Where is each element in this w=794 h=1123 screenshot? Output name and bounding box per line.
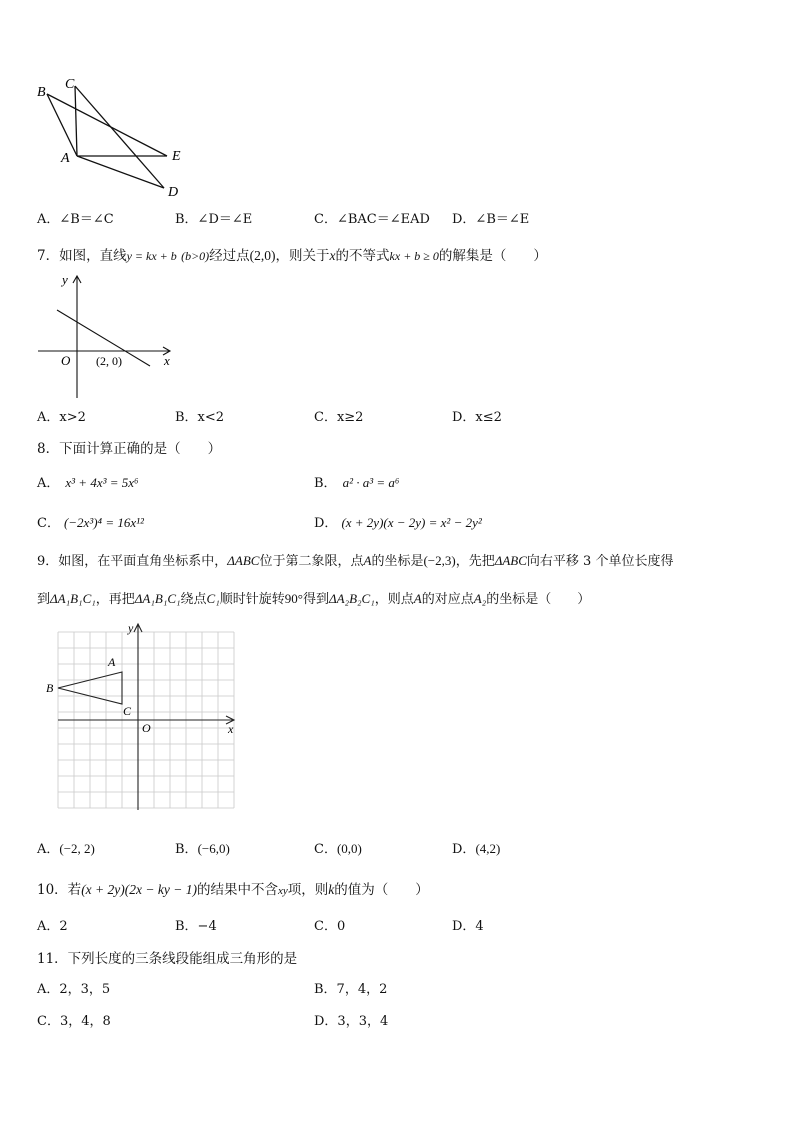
q11-option-c[interactable]: C．3，4，8 <box>37 1014 111 1029</box>
q10-option-c[interactable]: C．0 <box>314 919 346 934</box>
q8-stem: 8．下面计算正确的是（ ） <box>37 441 222 457</box>
vertex-c-label: C <box>123 704 132 718</box>
vertex-a-label: A <box>108 655 116 669</box>
x-axis-label: x <box>164 353 170 368</box>
q6-option-c[interactable]: C．∠BAC＝∠EAD <box>314 212 430 227</box>
label-b: B <box>37 85 46 100</box>
triangle-figure-q6 <box>30 72 200 202</box>
q6-option-b[interactable]: B．∠D＝∠E <box>175 212 253 227</box>
q11-option-d[interactable]: D．3，3，4 <box>314 1014 389 1029</box>
q7-option-a[interactable]: A．x>2 <box>37 410 86 425</box>
label-a: A <box>61 151 70 166</box>
q6-option-a[interactable]: A．∠B＝∠C <box>37 212 114 227</box>
label-c: C <box>65 77 75 92</box>
grid-y-label: y <box>128 621 134 635</box>
q8-option-c[interactable]: C． (−2x³)⁴ = 16x¹² <box>37 515 144 531</box>
q9-option-c[interactable]: C．(0,0) <box>314 841 362 857</box>
q9-option-d[interactable]: D．(4,2) <box>452 841 501 857</box>
q10-option-d[interactable]: D．4 <box>452 919 484 934</box>
origin-label: O <box>61 353 71 368</box>
line-graph-q7 <box>30 268 190 400</box>
q11-option-a[interactable]: A．2，3，5 <box>37 982 111 997</box>
q7-option-b[interactable]: B．x<2 <box>175 410 225 425</box>
q8-option-d[interactable]: D． (x + 2y)(x − 2y) = x² − 2y² <box>314 515 482 531</box>
vertex-b-label: B <box>46 681 54 695</box>
q11-stem: 11．下列长度的三条线段能组成三角形的是 <box>37 951 298 967</box>
grid-origin-label: O <box>142 721 151 735</box>
point-label: (2, 0) <box>96 354 122 368</box>
q10-option-b[interactable]: B．−4 <box>175 919 217 934</box>
grid-x-label: x <box>228 722 234 736</box>
q9-option-b[interactable]: B．(−6,0) <box>175 841 230 857</box>
q6-option-d[interactable]: D．∠B＝∠E <box>452 212 530 227</box>
q10-option-a[interactable]: A．2 <box>37 919 68 934</box>
q7-option-d[interactable]: D．x≤2 <box>452 410 502 425</box>
q9-stem-line1: 9．如图，在平面直角坐标系中，ΔABC位于第二象限，点A的坐标是(−2,3)，先把ΔABC向右平移 3 个单位长度得 <box>37 553 674 569</box>
q8-option-b[interactable]: B． a² · a³ = a⁶ <box>314 475 400 491</box>
q7-stem: 7．如图，直线y = kx + b (b>0)经过点(2,0)，则关于x的不等式kx + b ≥ 0的解集是（ ） <box>37 248 547 264</box>
q7-option-c[interactable]: C．x≥2 <box>314 410 364 425</box>
q9-option-a[interactable]: A．(−2, 2) <box>37 841 95 857</box>
q8-option-a[interactable]: A． x³ + 4x³ = 5x⁶ <box>37 475 139 491</box>
label-d: D <box>168 185 179 200</box>
coordinate-grid-q9 <box>40 620 240 820</box>
q10-stem: 10．若(x + 2y)(2x − ky − 1)的结果中不含xy项，则k的值为（ ） <box>37 882 429 898</box>
label-e: E <box>172 149 181 164</box>
q11-option-b[interactable]: B．7，4，2 <box>314 982 388 997</box>
q9-stem-line2: 到ΔA₁B₁C₁，再把ΔA₁B₁C₁绕点C₁顺时针旋转90°得到ΔA₂B₂C₁，则点A的对应点A₂的坐标是（ ） <box>37 591 591 607</box>
y-axis-label: y <box>62 272 68 287</box>
